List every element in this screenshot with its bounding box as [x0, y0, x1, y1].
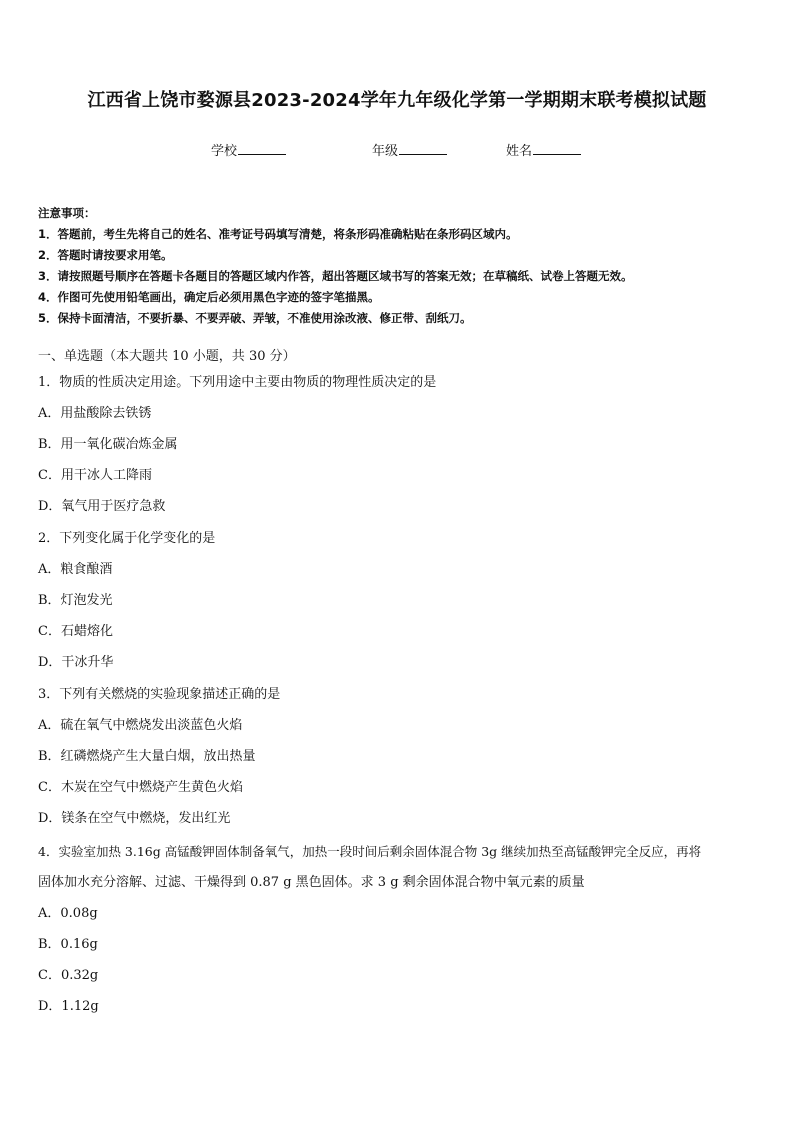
notes-heading: 注意事项： [38, 206, 96, 220]
question-stem: 2．下列变化属于化学变化的是 [38, 531, 216, 546]
exam-title: 江西省上饶市婺源县2023-2024学年九年级化学第一学期期末联考模拟试题 [87, 90, 707, 111]
school-field [211, 140, 286, 159]
option-c: C．0.32g [38, 968, 99, 983]
name-field [506, 140, 581, 159]
question-stem: 3．下列有关燃烧的实验现象描述正确的是 [38, 687, 281, 702]
note-item: 4．作图可先使用铅笔画出，确定后必须用黑色字迹的签字笔描黑。 [38, 290, 380, 304]
question-stem-line-1: 4．实验室加热 3.16g 高锰酸钾固体制备氧气，加热一段时间后剩余固体混合物 3g 继续加热至高锰酸钾完全反应，再将 [38, 844, 702, 859]
option-d: D．氧气用于医疗急救 [38, 499, 166, 514]
option-b: B．灯泡发光 [38, 593, 113, 608]
option-c: C．用干冰人工降雨 [38, 468, 152, 483]
question-stem-line-2: 固体加水充分溶解、过滤、干燥得到 0.87 g 黑色固体。求 3 g 剩余固体混合物中氧元素的质量 [38, 875, 585, 890]
option-a: A．用盐酸除去铁锈 [38, 406, 152, 421]
grade-blank [399, 142, 447, 155]
note-item: 5．保持卡面清洁，不要折暴、不要弄破、弄皱，不准使用涂改液、修正带、刮纸刀。 [38, 311, 472, 325]
note-item: 3．请按照题号顺序在答题卡各题目的答题区域内作答，超出答题区域书写的答案无效；在草稿纸、试卷上答题无效。 [38, 269, 633, 283]
option-b: B．0.16g [38, 937, 98, 952]
name-label: 姓名 [506, 144, 533, 159]
note-item: 1．答题前，考生先将自己的姓名、准考证号码填写清楚，将条形码准确粘贴在条形码区域内。 [38, 227, 518, 241]
grade-label: 年级 [372, 144, 399, 159]
option-d: D．镁条在空气中燃烧，发出红光 [38, 811, 231, 826]
option-a: A．粮食酿酒 [38, 562, 113, 577]
option-c: C．石蜡熔化 [38, 624, 113, 639]
option-c: C．木炭在空气中燃烧产生黄色火焰 [38, 780, 243, 795]
student-info-line [0, 140, 794, 160]
question-stem: 1．物质的性质决定用途。下列用途中主要由物质的物理性质决定的是 [38, 375, 437, 390]
notes-block [38, 203, 768, 329]
grade-field [372, 140, 447, 159]
option-d: D．1.12g [38, 999, 99, 1014]
school-label: 学校 [211, 144, 238, 159]
section-single-choice [38, 346, 768, 368]
option-a: A．0.08g [38, 906, 98, 921]
note-item: 2．答题时请按要求用笔。 [38, 248, 173, 262]
name-blank [533, 142, 581, 155]
option-d: D．干冰升华 [38, 655, 114, 670]
option-a: A．硫在氧气中燃烧发出淡蓝色火焰 [38, 718, 243, 733]
option-b: B．用一氧化碳冶炼金属 [38, 437, 178, 452]
option-b: B．红磷燃烧产生大量白烟，放出热量 [38, 749, 256, 764]
section-heading: 一、单选题（本大题共 10 小题，共 30 分） [38, 349, 296, 364]
school-blank [238, 142, 286, 155]
